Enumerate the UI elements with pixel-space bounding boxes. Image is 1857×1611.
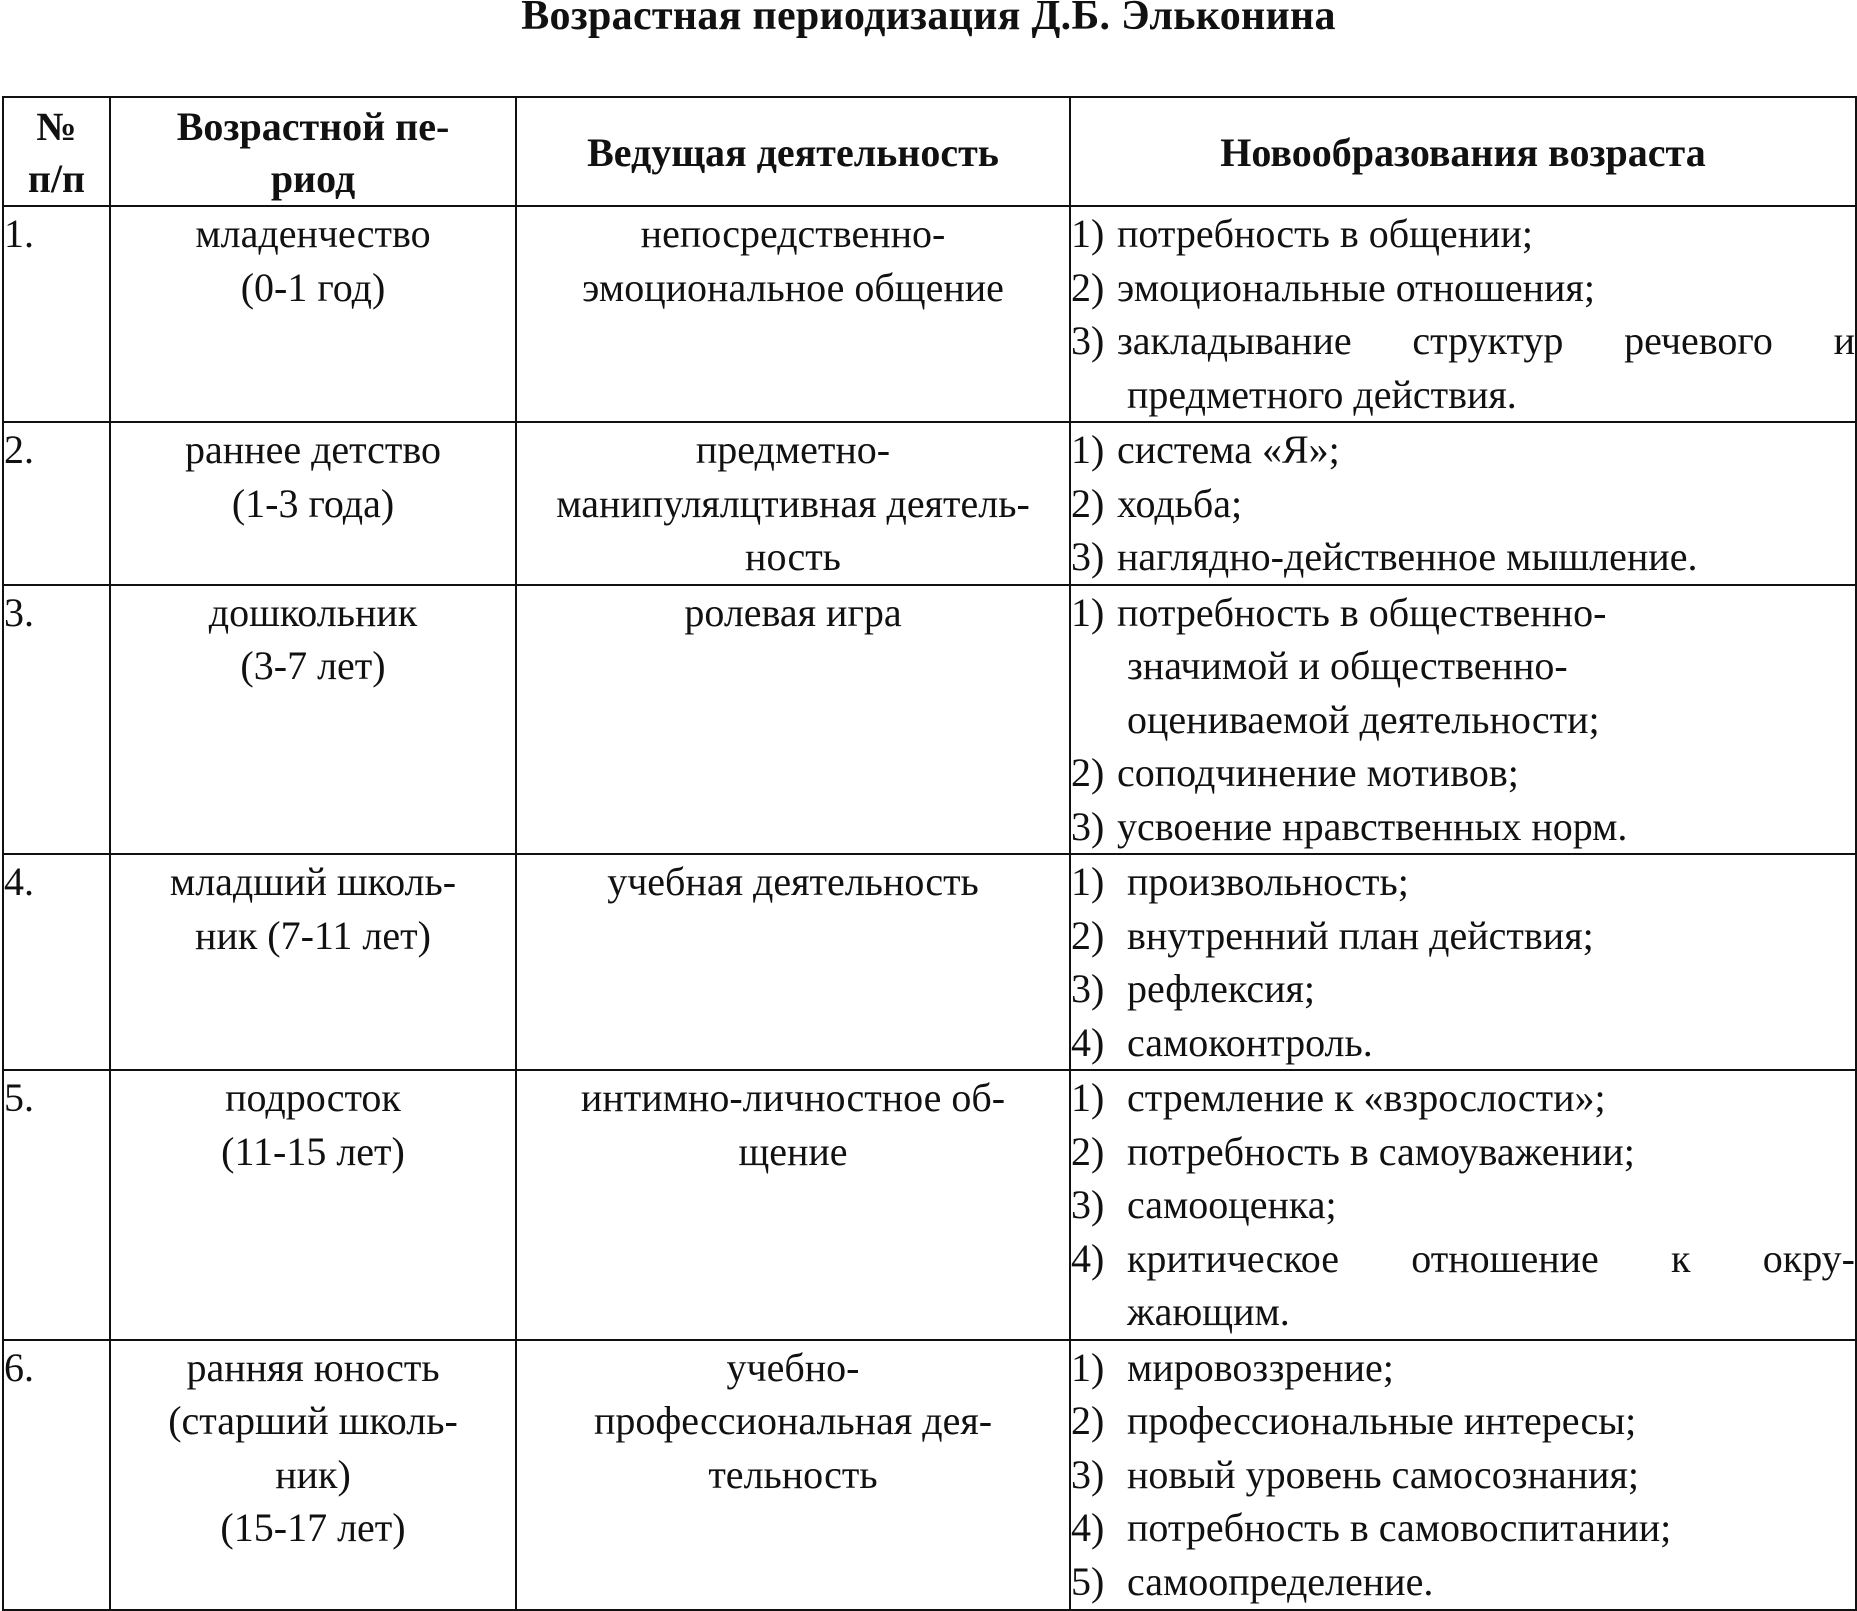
- item-text-line: закладывание структур речевого и: [1117, 318, 1855, 363]
- new-formations-cell: [1070, 206, 1856, 422]
- activity-line: учебно-: [726, 1344, 860, 1390]
- period-line: ник): [275, 1451, 351, 1497]
- item-number: 3): [1071, 1451, 1105, 1497]
- list-item: [1071, 962, 1855, 1016]
- new-formations-cell: [1070, 422, 1856, 585]
- item-number: 1): [1071, 859, 1105, 904]
- row-number: 4.: [3, 854, 110, 1070]
- activity-line: щение: [738, 1128, 848, 1174]
- activity-line: тельность: [708, 1451, 878, 1497]
- activity-line: интимно-личностное об-: [580, 1075, 1006, 1120]
- item-number: 1): [1071, 427, 1105, 472]
- item-number: 4): [1071, 1505, 1105, 1550]
- activity-cell: [516, 206, 1070, 422]
- period-line: (1-3 года): [231, 480, 395, 526]
- item-text: [1127, 1232, 1855, 1339]
- list-item: [1071, 261, 1855, 315]
- item-text: потребность в самовоспитании;: [1127, 1505, 1672, 1550]
- item-text: система «Я»;: [1117, 427, 1340, 472]
- item-number: 3): [1071, 534, 1105, 579]
- item-number: 3): [1071, 1182, 1105, 1227]
- row-number: 6.: [3, 1340, 110, 1610]
- list-item: [1071, 423, 1855, 477]
- activity-cell: [516, 1340, 1070, 1610]
- item-text: профессиональные интересы;: [1127, 1398, 1637, 1443]
- table-row: [3, 422, 1856, 585]
- item-number: 2): [1071, 912, 1105, 958]
- new-formations-cell: [1070, 1340, 1856, 1610]
- period-cell: [110, 854, 516, 1070]
- list-item: [1071, 1178, 1855, 1232]
- list-item: [1071, 909, 1855, 963]
- header-period-line: Возрастной пе-: [176, 103, 450, 149]
- period-line: дошкольник: [208, 589, 418, 635]
- item-text: самоконтроль.: [1127, 1019, 1373, 1065]
- periodization-table: [2, 96, 1857, 1611]
- table-row: [3, 1340, 1856, 1610]
- period-line: (11-15 лет): [221, 1128, 405, 1174]
- item-number: 4): [1071, 1235, 1105, 1281]
- item-text: ходьба;: [1117, 480, 1243, 526]
- item-text: наглядно-действенное мышление.: [1117, 534, 1698, 579]
- item-text: произвольность;: [1127, 859, 1409, 904]
- period-line: ник (7-11 лет): [195, 912, 431, 958]
- item-text: рефлексия;: [1127, 966, 1315, 1011]
- period-line: ранняя юность: [186, 1344, 440, 1390]
- item-number: 2): [1071, 264, 1105, 310]
- activity-cell: [516, 422, 1070, 585]
- list-item: [1071, 746, 1855, 800]
- period-cell: [110, 585, 516, 855]
- header-number: [3, 97, 110, 206]
- period-line: (старший школь-: [168, 1398, 458, 1443]
- row-number: 3.: [3, 585, 110, 855]
- item-text: новый уровень самосознания;: [1127, 1451, 1639, 1497]
- list-item: [1071, 1501, 1855, 1555]
- item-number: 2): [1071, 1398, 1105, 1443]
- list-item: [1071, 1016, 1855, 1070]
- item-text: внутренний план действия;: [1127, 912, 1594, 958]
- list-item: [1071, 1394, 1855, 1448]
- table-row: [3, 854, 1856, 1070]
- item-text-line: жающим.: [1127, 1289, 1290, 1334]
- period-line: (3-7 лет): [240, 643, 386, 688]
- item-text-line: оцениваемой деятельности;: [1127, 696, 1600, 742]
- item-number: 3): [1071, 318, 1105, 363]
- row-number: 1.: [3, 206, 110, 422]
- list-item: [1071, 1555, 1855, 1609]
- item-text-line: предметного действия.: [1127, 371, 1517, 417]
- table-header-row: [3, 97, 1856, 206]
- page-title: Возрастная периодизация Д.Б. Эльконина: [521, 0, 1336, 39]
- item-number: 3): [1071, 966, 1105, 1011]
- list-item: [1071, 314, 1855, 421]
- item-number: 1): [1071, 1075, 1105, 1120]
- list-item: [1071, 530, 1855, 584]
- item-text-line: критическое отношение к окру-: [1127, 1235, 1855, 1281]
- row-number: 5.: [3, 1070, 110, 1340]
- table-row: [3, 206, 1856, 422]
- period-cell: [110, 1070, 516, 1340]
- activity-line: эмоциональное общение: [582, 264, 1004, 310]
- period-cell: [110, 422, 516, 585]
- list-item: [1071, 477, 1855, 531]
- list-item: [1071, 855, 1855, 909]
- item-text: мировоззрение;: [1127, 1344, 1394, 1390]
- item-text: усвоение нравственных норм.: [1117, 803, 1628, 849]
- activity-line: профессиональная дея-: [593, 1398, 993, 1443]
- item-text: потребность в общении;: [1117, 211, 1533, 256]
- item-number: 4): [1071, 1019, 1105, 1065]
- list-item: [1071, 800, 1855, 854]
- period-line: подросток: [225, 1075, 401, 1120]
- list-item: [1071, 1232, 1855, 1339]
- header-number-line: п/п: [27, 155, 86, 201]
- list-item: [1071, 1125, 1855, 1179]
- list-item: [1071, 1071, 1855, 1125]
- item-number: 2): [1071, 1128, 1105, 1174]
- period-cell: [110, 1340, 516, 1610]
- item-text: соподчинение мотивов;: [1117, 750, 1519, 795]
- activity-line: предметно-: [695, 427, 891, 472]
- header-period-line: риод: [270, 155, 356, 201]
- item-text: [1117, 314, 1855, 421]
- period-line: (15-17 лет): [220, 1505, 406, 1550]
- item-text: [1117, 586, 1855, 747]
- item-number: 1): [1071, 1344, 1105, 1390]
- item-text: самооценка;: [1127, 1182, 1337, 1227]
- item-text: потребность в самоуважении;: [1127, 1128, 1635, 1174]
- row-number: 2.: [3, 422, 110, 585]
- item-number: 1): [1071, 211, 1105, 256]
- activity-line: ность: [745, 534, 841, 579]
- list-item: [1071, 207, 1855, 261]
- item-number: 2): [1071, 750, 1105, 795]
- period-line: (0-1 год): [240, 264, 386, 310]
- activity-line: манипулялцтивная деятель-: [556, 480, 1030, 526]
- activity-cell: [516, 585, 1070, 855]
- new-formations-cell: [1070, 585, 1856, 855]
- activity-line: ролевая игра: [684, 589, 902, 635]
- item-text-line: значимой и общественно-: [1127, 643, 1568, 688]
- period-line: младший школь-: [169, 859, 457, 904]
- header-number-line: №: [36, 103, 77, 149]
- item-text: самоопределение.: [1127, 1558, 1434, 1604]
- table-row: [3, 585, 1856, 855]
- item-number: 5): [1071, 1558, 1105, 1604]
- header-activity: Ведущая деятельность: [516, 97, 1070, 206]
- new-formations-cell: [1070, 854, 1856, 1070]
- item-text-line: потребность в общественно-: [1117, 589, 1607, 635]
- item-number: 1): [1071, 589, 1105, 635]
- item-text: стремление к «взрослости»;: [1127, 1075, 1606, 1120]
- activity-cell: [516, 854, 1070, 1070]
- header-period: [110, 97, 516, 206]
- table-row: [3, 1070, 1856, 1340]
- item-number: 2): [1071, 480, 1105, 526]
- period-line: младенчество: [195, 211, 431, 256]
- list-item: [1071, 1448, 1855, 1502]
- header-new: Новообразования возраста: [1070, 97, 1856, 206]
- period-line: раннее детство: [185, 427, 441, 472]
- list-item: [1071, 1341, 1855, 1395]
- list-item: [1071, 586, 1855, 747]
- activity-line: непосредственно-: [640, 211, 946, 256]
- activity-line: учебная деятельность: [607, 859, 979, 904]
- new-formations-cell: [1070, 1070, 1856, 1340]
- item-number: 3): [1071, 803, 1105, 849]
- item-text: эмоциональные отношения;: [1117, 264, 1595, 310]
- period-cell: [110, 206, 516, 422]
- activity-cell: [516, 1070, 1070, 1340]
